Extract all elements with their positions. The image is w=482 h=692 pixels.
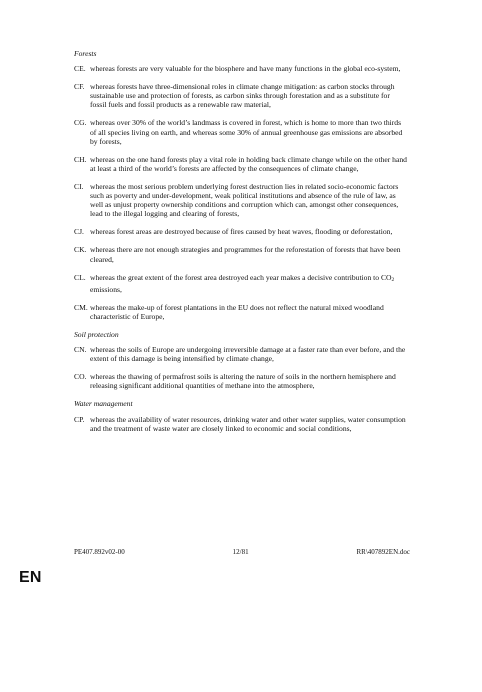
clause-cl (74, 273, 408, 294)
page-number: 12/81 (232, 548, 249, 556)
clause-ck (74, 245, 408, 263)
clause-text: whereas forest areas are destroyed because of fires caused by heat waves, flooding or deforestation, (90, 227, 393, 237)
clause-code: CI. (74, 181, 84, 191)
section-heading-water-management: Water management (74, 399, 133, 409)
clause-code: CH. (74, 154, 87, 164)
clause-text: whereas the availability of water resources, drinking water and other water supplies, water consumption and the treatment of waste water are closely linked to economic and social conditions, (90, 414, 406, 433)
clause-cn (74, 345, 408, 363)
section-heading-forests: Forests (74, 49, 97, 58)
clause-text: whereas the most serious problem underlying forest destruction lies in related socio-economic factors such as poverty and under-development, weak political institutions and absence of the rule of law, as well as unjust property ownership conditions and corruption which can, amongst other consequences, lead to the illegal logging and clearing of forests, (90, 181, 399, 219)
clause-text: whereas the soils of Europe are undergoing irreversible damage at a faster rate than ever before, and the extent of this damage is being intensified by climate change, (90, 345, 406, 364)
clause-cj (74, 227, 408, 236)
subscript: 2 (391, 276, 395, 283)
clause-ci (74, 182, 408, 218)
file-name: RR\407892EN.doc (356, 548, 410, 556)
clause-code: CG. (74, 118, 87, 128)
document-reference: PE407.892v02-00 (74, 548, 125, 556)
clause-code: CN. (74, 345, 87, 355)
clause-text: whereas the thawing of permafrost soils is altering the nature of soils in the northern hemisphere and releasing significant additional quantities of methane into the atmosphere, (90, 372, 396, 391)
clause-cm (74, 303, 408, 321)
clause-text (90, 273, 408, 294)
clause-text: whereas the make-up of forest plantations in the EU does not reflect the natural mixed woodland characteristic of Europe, (90, 302, 384, 321)
clause-text: whereas there are not enough strategies and programmes for the reforestation of forests that have been cleared, (90, 245, 401, 264)
clause-text: whereas forests are very valuable for the biosphere and have many functions in the global eco-system, (90, 64, 401, 74)
clause-text: whereas on the one hand forests play a vital role in holding back climate change while on the other hand at least a third of the world’s forests are affected by the consequences of climate change, (90, 154, 407, 173)
clause-text-part: emissions, (90, 284, 122, 294)
page-footer (74, 548, 410, 556)
document-body (74, 49, 408, 442)
clause-code: CP. (74, 414, 85, 424)
clause-text-part: whereas the great extent of the forest area destroyed each year makes a decisive contribution to CO (90, 272, 392, 282)
clause-text: whereas over 30% of the world’s landmass is covered in forest, which is home to more than two thirds of all species living on earth, and whereas some 30% of annual greenhouse gas emissions are absorbed by forests, (90, 118, 403, 146)
clause-ch (74, 155, 408, 173)
clause-cf (74, 82, 408, 109)
clause-cg (74, 118, 408, 145)
clause-ce (74, 64, 408, 73)
clause-code: CJ. (74, 227, 84, 237)
clause-code: CO. (74, 372, 87, 382)
clause-code: CL. (74, 272, 86, 282)
clause-code: CE. (74, 64, 86, 74)
clause-code: CM. (74, 302, 88, 312)
clause-code: CK. (74, 245, 87, 255)
clause-code: CF. (74, 82, 85, 92)
clause-text: whereas forests have three-dimensional roles in climate change mitigation: as carbon stocks through sustainable use and protection of forests, as carbon sinks through forestation and as a substitute for fossil fuels and fossil products as a renewable raw material, (90, 82, 395, 110)
section-heading-soil-protection: Soil protection (74, 329, 119, 339)
clause-co (74, 372, 408, 390)
clause-cp (74, 415, 408, 433)
language-badge: EN (19, 569, 42, 586)
